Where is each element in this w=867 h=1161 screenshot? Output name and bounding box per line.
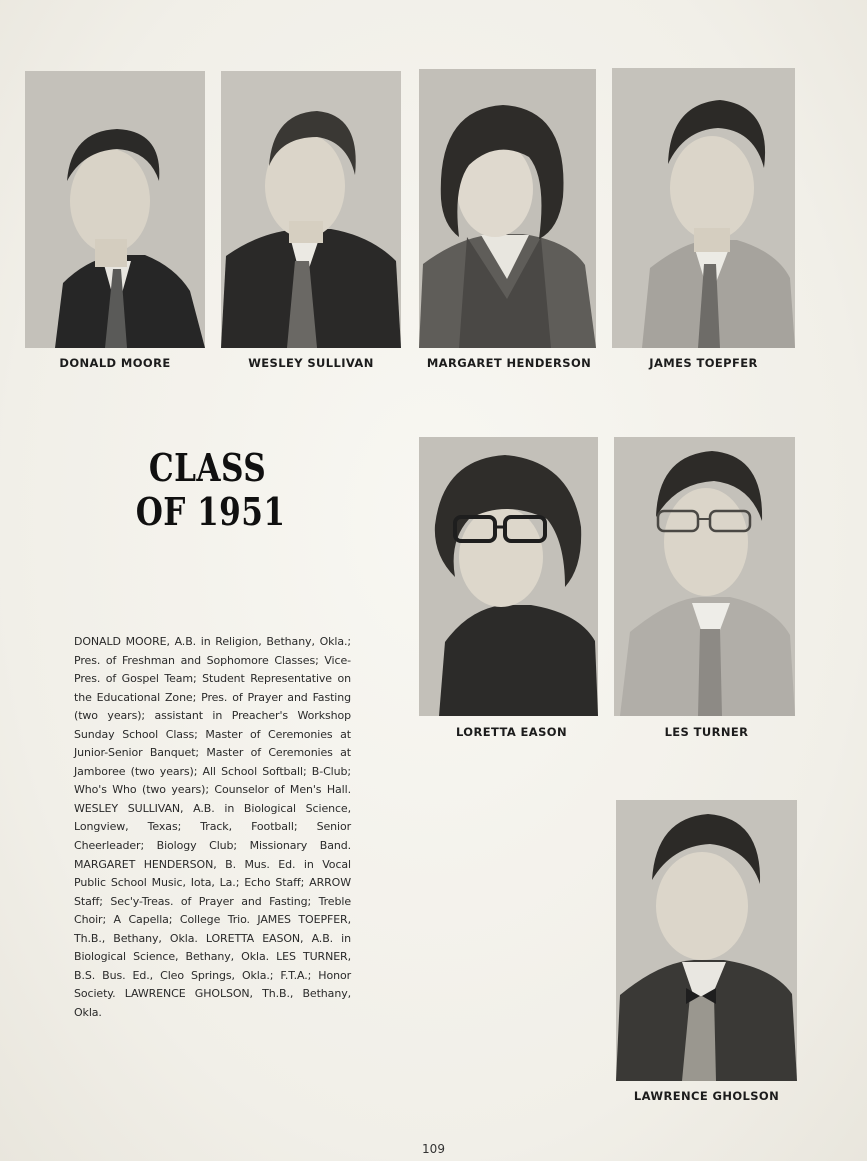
portrait-photo-loretta-eason [419,437,598,716]
caption-margaret-henderson: MARGARET HENDERSON [426,356,592,370]
portrait-photo-james-toepfer [612,68,795,348]
caption-donald-moore: DONALD MOORE [59,356,171,370]
class-title-line-1: CLASS [148,445,267,490]
portrait-photo-lawrence-gholson [616,800,797,1081]
class-title-line-2: OF 1951 [135,489,286,534]
caption-james-toepfer: JAMES TOEPFER [649,356,758,370]
caption-wesley-sullivan: WESLEY SULLIVAN [248,356,374,370]
portrait-photo-les-turner [614,437,795,716]
class-title [135,445,286,534]
biography-paragraph: DONALD MOORE, A.B. in Religion, Bethany, Okla.; Pres. of Freshman and Sophomore Classes; Vice-Pres. of Gospel Team; Student Representative on the Educational Zone; Pres. of Prayer and Fasting (two years); assistant in Preacher's Workshop Sunday School Class; Master of Ceremonies at Junior-Senior Banquet; Master of Ceremonies at Jamboree (two years); All School Softball; B-Club; Who's Who (two years); Counselor of Men's Hall. WESLEY SULLIVAN, A.B. in Biological Science, Longview, Texas; Track, Football; Senior Cheerleader; Biology Club; Missionary Band. MARGARET HENDERSON, B. Mus. Ed. in Vocal Public School Music, Iota, La.; Echo Staff; ARROW Staff; Sec'y-Treas. of Prayer and Fasting; Treble Choir; A Capella; College Trio. JAMES TOEPFER, Th.B., Bethany, Okla. LORETTA EASON, A.B. in Biological Science, Bethany, Okla. LES TURNER, B.S. Bus. Ed., Cleo Springs, Okla.; F.T.A.; Honor Society. LAWRENCE GHOLSON, Th.B., Bethany, Okla. [74,635,351,1019]
portrait-photo-margaret-henderson [419,69,596,348]
portrait-photo-donald-moore [25,71,205,348]
page-number: 109 [422,1142,445,1156]
portrait-photo-wesley-sullivan [221,71,401,348]
caption-lawrence-gholson: LAWRENCE GHOLSON [633,1089,780,1103]
caption-loretta-eason: LORETTA EASON [455,725,567,739]
caption-les-turner: LES TURNER [664,725,749,739]
